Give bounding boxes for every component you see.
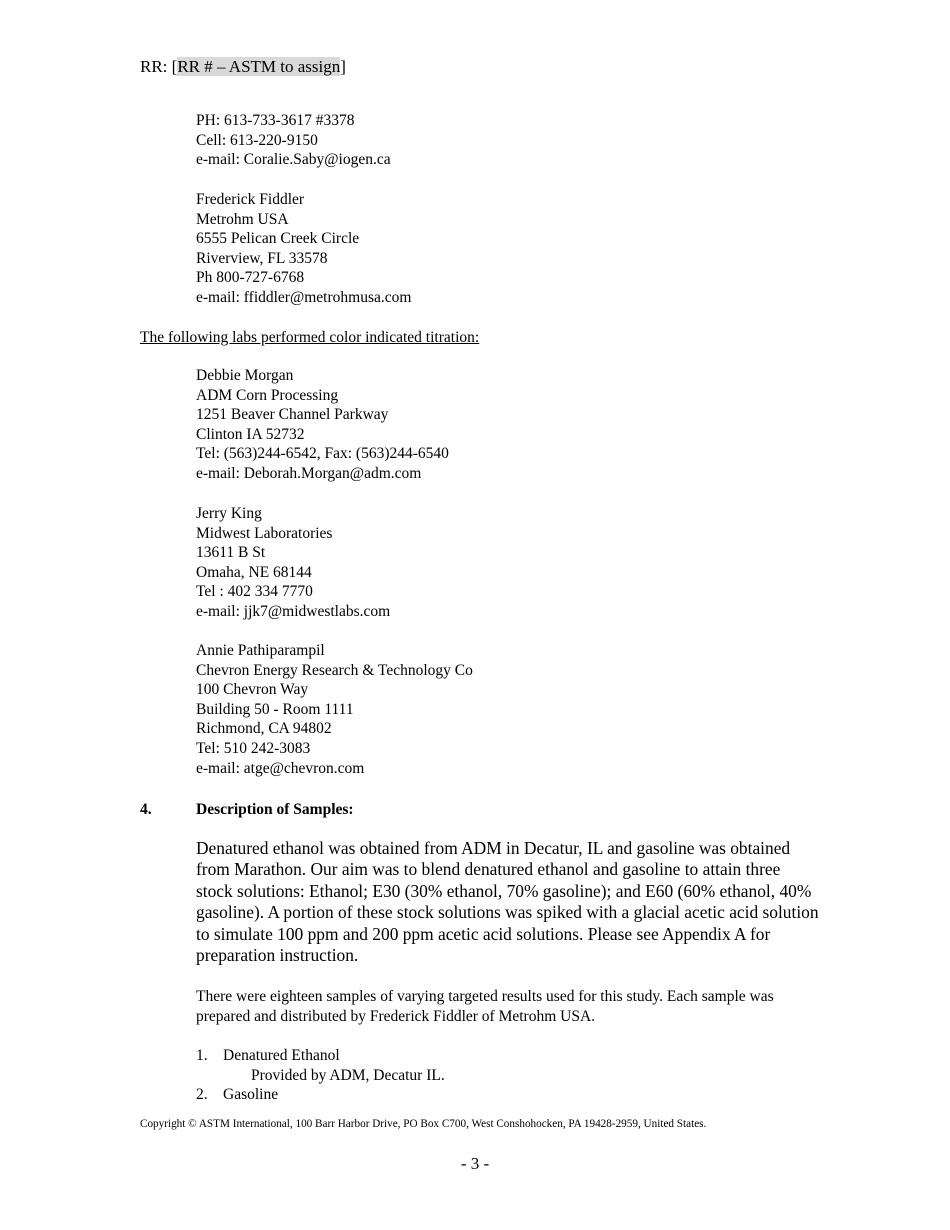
- contact-name: Annie Pathiparampil: [196, 642, 325, 659]
- samples-paragraph: Denatured ethanol was obtained from ADM in Decatur, IL and gasoline was obtained from Marathon. Our aim was to blend denatured ethanol and gasoline to attain three stock solutions: Ethanol; E30 (30% ethanol, 70% gasoline); and E60 (60% ethanol, 40% gasoline). A portion of these stock solutions was spiked with a glacial acetic acid solution to simulate 100 ppm and 200 ppm acetic acid solutions. Please see Appendix A for preparation instruction.: [196, 838, 819, 966]
- contact-line: Midwest Laboratories: [196, 524, 333, 542]
- contact-line: Ph 800-727-6768: [196, 269, 305, 287]
- contact-line: 13611 B St: [196, 544, 266, 562]
- list-item-number: 1.: [196, 1047, 208, 1064]
- contact-line: Metrohm USA: [196, 210, 289, 228]
- list-item-number: 2.: [196, 1086, 208, 1104]
- header-prefix: RR: [: [140, 57, 178, 76]
- header-highlight: RR # – ASTM to assign: [177, 57, 341, 76]
- section-title: Description of Samples:: [196, 801, 354, 818]
- contact-line: ADM Corn Processing: [196, 386, 339, 404]
- lab-block-king: [196, 504, 390, 622]
- contact-block-fiddler: [196, 190, 411, 308]
- contact-name: Frederick Fiddler: [196, 191, 305, 208]
- lab-block-morgan: [196, 366, 449, 484]
- contact-block-saby: [196, 111, 391, 170]
- page-number: - 3 -: [460, 1154, 490, 1173]
- contact-line: Tel : 402 334 7770: [196, 583, 313, 601]
- list-item: [196, 1085, 445, 1105]
- contact-line: Chevron Energy Research & Technology Co: [196, 661, 473, 679]
- contact-line: e-mail: Coralie.Saby@iogen.ca: [196, 151, 391, 169]
- samples-note-paragraph: There were eighteen samples of varying targeted results used for this study. Each sample was prepared and distributed by Frederick Fiddler of Metrohm USA.: [196, 988, 774, 1025]
- contact-line: PH: 613-733-3617 #3378: [196, 112, 355, 129]
- list-item: [196, 1046, 445, 1066]
- contact-line: 6555 Pelican Creek Circle: [196, 230, 360, 248]
- contact-line: Building 50 - Room 1111: [196, 700, 354, 718]
- contact-line: Riverview, FL 33578: [196, 249, 328, 267]
- contact-line: Omaha, NE 68144: [196, 563, 312, 581]
- contact-name: Debbie Morgan: [196, 367, 294, 384]
- labs-heading: The following labs performed color indicated titration:: [140, 329, 480, 346]
- contact-line: Cell: 613-220-9150: [196, 131, 318, 149]
- contact-line: e-mail: Deborah.Morgan@adm.com: [196, 464, 422, 482]
- list-item-detail: Provided by ADM, Decatur IL.: [251, 1066, 445, 1084]
- contact-line: 1251 Beaver Channel Parkway: [196, 406, 389, 424]
- contact-line: e-mail: atge@chevron.com: [196, 759, 365, 777]
- section-number: 4.: [140, 801, 152, 818]
- list-item-label: Gasoline: [223, 1086, 279, 1104]
- samples-list: [196, 1046, 445, 1105]
- contact-name: Jerry King: [196, 505, 262, 522]
- contact-line: e-mail: ffiddler@metrohmusa.com: [196, 288, 412, 306]
- copyright-footer: Copyright © ASTM International, 100 Barr Harbor Drive, PO Box C700, West Conshohocken, PA 19428-2959, United States.: [140, 1118, 707, 1130]
- contact-line: 100 Chevron Way: [196, 681, 309, 699]
- contact-line: Clinton IA 52732: [196, 425, 305, 443]
- page-header: [140, 56, 346, 78]
- lab-block-pathiparampil: [196, 641, 473, 778]
- contact-line: e-mail: jjk7@midwestlabs.com: [196, 602, 391, 620]
- list-item-label: Denatured Ethanol: [223, 1047, 340, 1064]
- contact-line: Tel: (563)244-6542, Fax: (563)244-6540: [196, 445, 449, 463]
- contact-line: Tel: 510 242-3083: [196, 739, 311, 757]
- section-heading: [140, 800, 354, 820]
- header-suffix: ]: [340, 57, 346, 76]
- contact-line: Richmond, CA 94802: [196, 720, 332, 738]
